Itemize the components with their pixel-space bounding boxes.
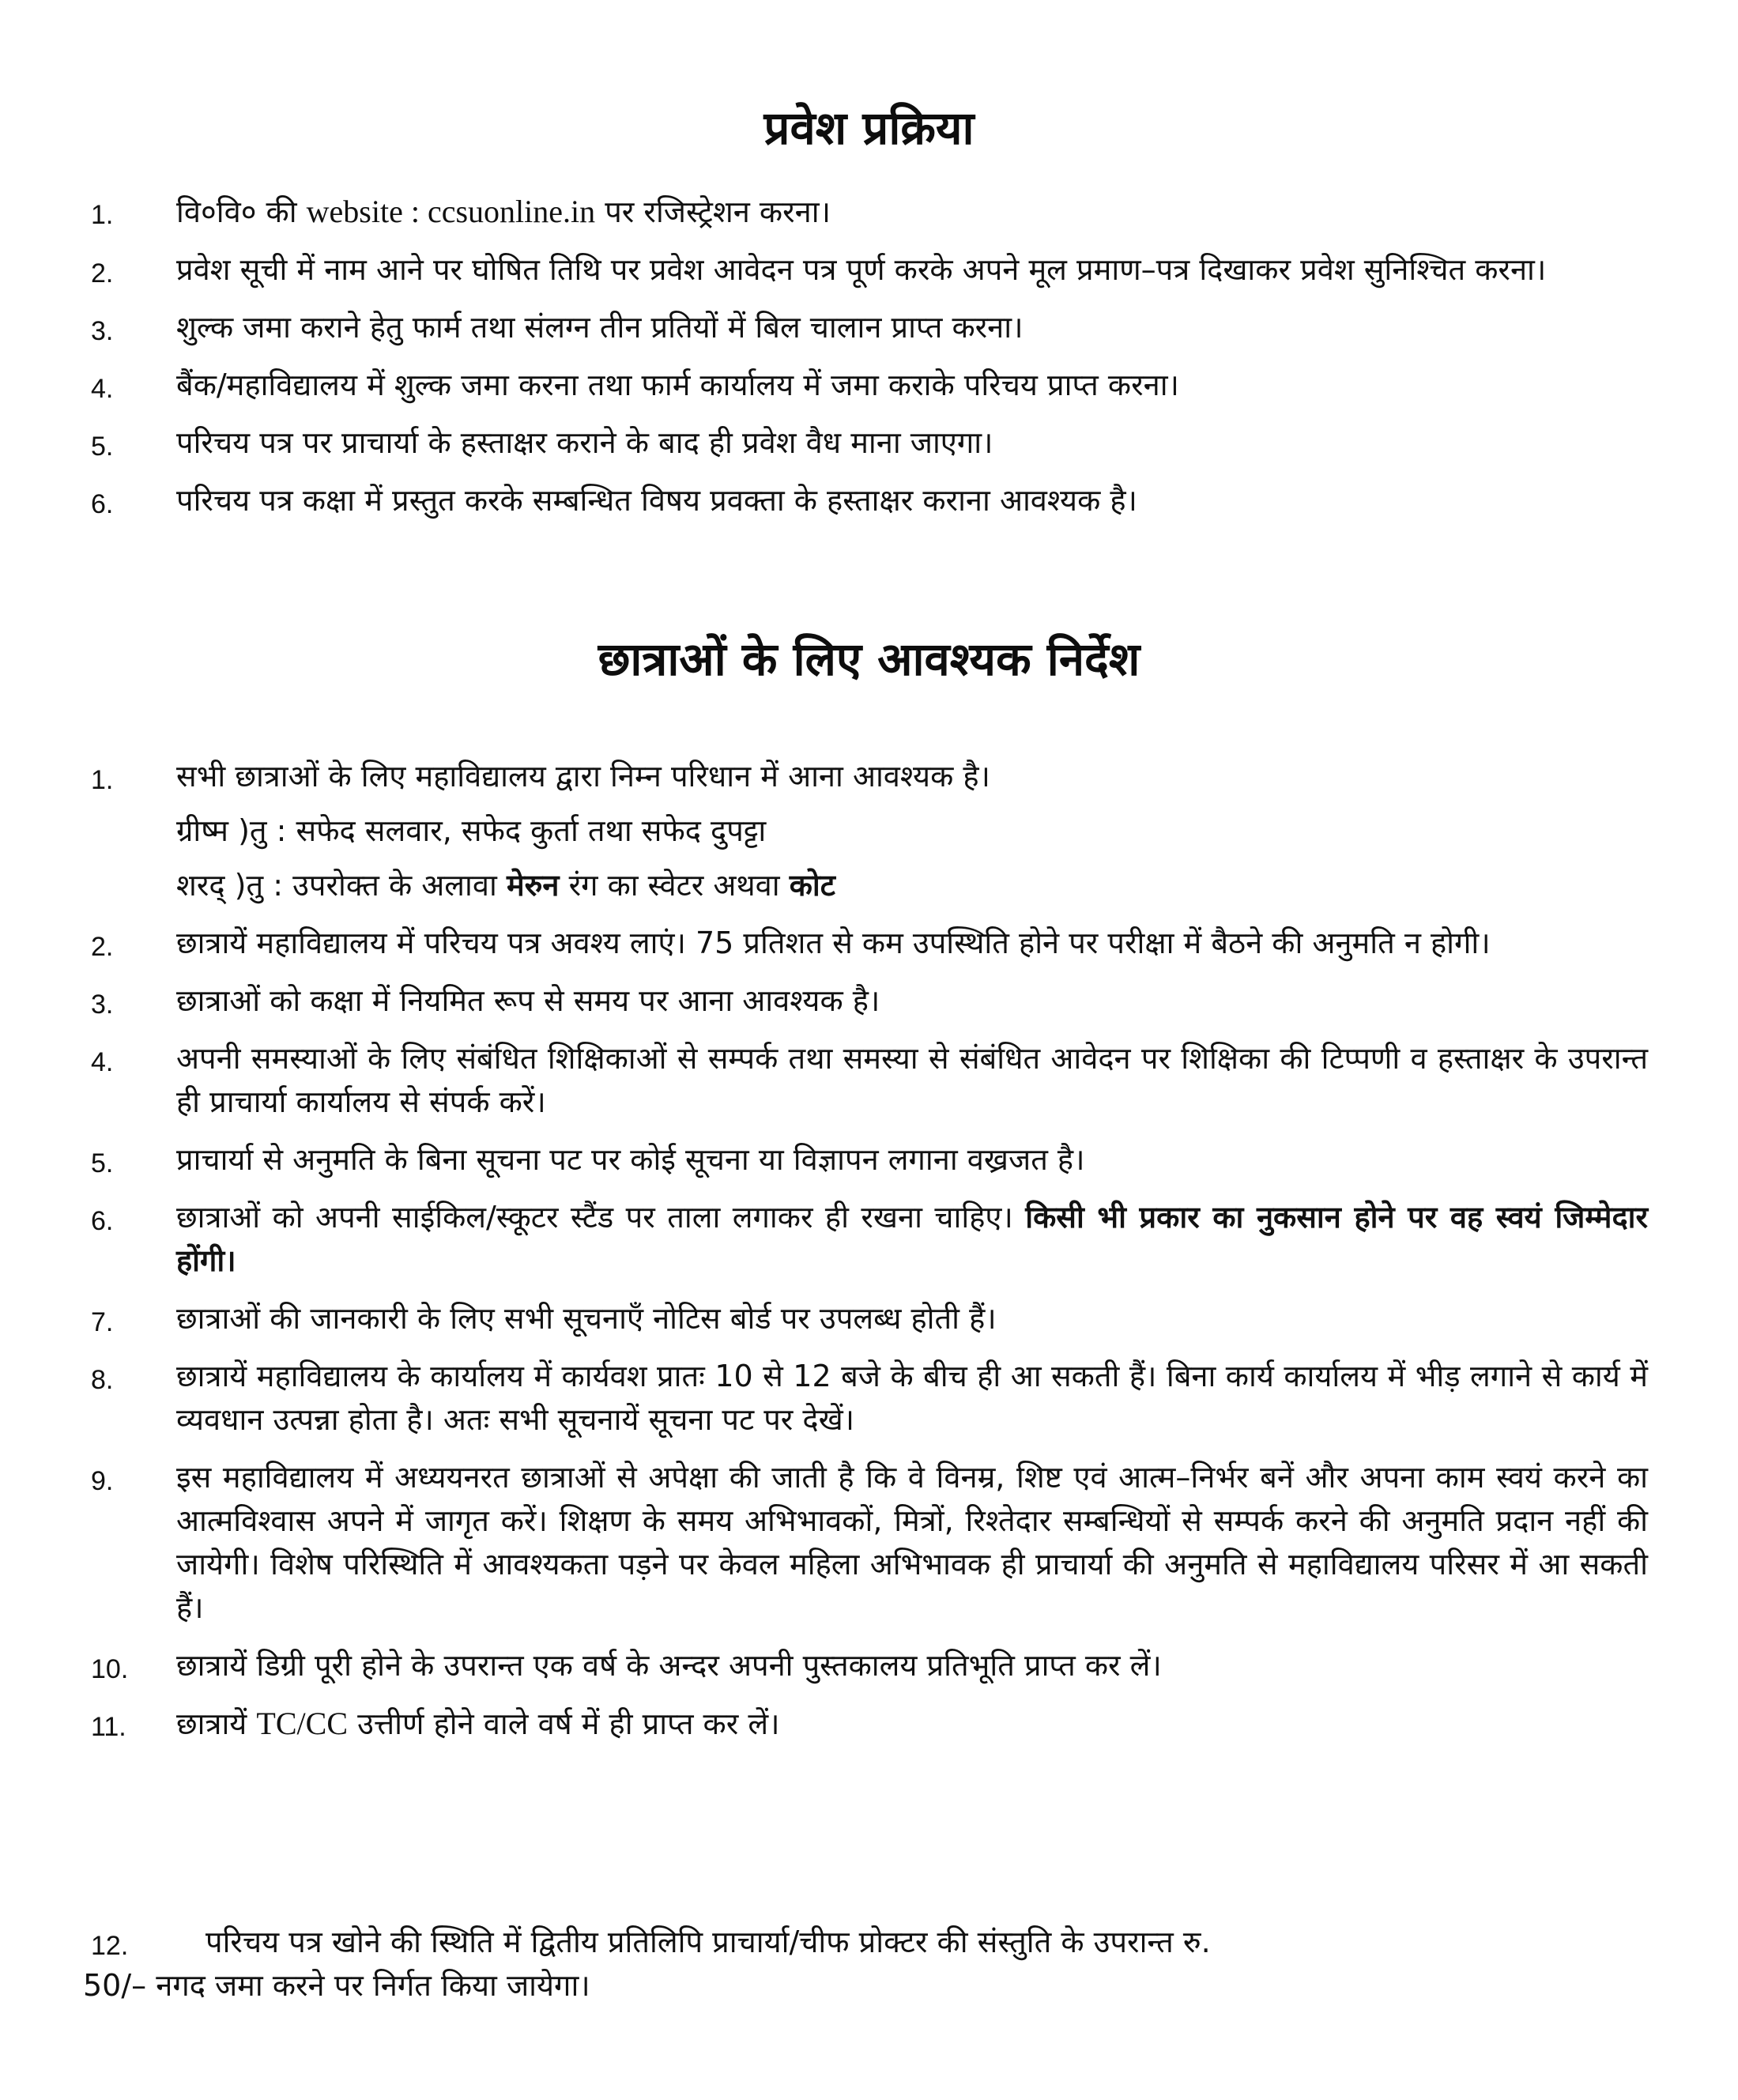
item-text: प्रवेश सूची में नाम आने पर घोषित तिथि पर प्रवेश आवेदन पत्र पूर्ण करके अपने मूल प्रमाण–पत्र दिखाकर प्रवेश सुनिश्चित करना। [176, 252, 1547, 287]
item-text: छात्रायें डिग्री पूरी होने के उपरान्त एक वर्ष के अन्दर अपनी पुस्तकालय प्रतिभूति प्राप्त कर लें। [176, 1648, 1162, 1683]
item-text-bold: किसी भी प्रकार का नुकसान होने पर वह स्वयं जिम्मेदार होंगी। [176, 1200, 1649, 1278]
item-number: 2. [91, 258, 114, 288]
item-number: 2. [91, 932, 114, 962]
list-item [83, 1037, 1648, 1124]
list-item [83, 306, 1648, 349]
item-number: 4. [91, 374, 114, 404]
dress-code-intro: सभी छात्राओं के लिए महाविद्यालय द्वारा निम्न परिधान में आना आवश्यक है। [176, 759, 990, 794]
item-text: शुल्क जमा कराने हेतु फार्म तथा संलग्न तीन प्रतियों में बिल चालान प्राप्त करना। [176, 310, 1024, 345]
item-number: 11. [91, 1712, 126, 1742]
item-text: परिचय पत्र पर प्राचार्या के हस्ताक्षर कराने के बाद ही प्रवेश वैध माना जाएगा। [176, 425, 993, 460]
item-number: 6. [91, 1206, 114, 1236]
item-text: अपनी समस्याओं के लिए संबंधित शिक्षिकाओं से सम्पर्क तथा समस्या से संबंधित आवेदन पर शिक्षिका की टिप्पणी व हस्ताक्षर के उपरान्त ही प्राचार्या कार्यालय से संपर्क करें। [176, 1041, 1648, 1119]
item-text: इस महाविद्यालय में अध्ययनरत छात्राओं से अपेक्षा की जाती है कि वे विनम्र, शिष्ट एवं आत्म–निर्भर बनें और अपना काम स्वयं करने का आत्मविश्वास अपने में जागृत करें। शिक्षण के समय अभिभावकों, मित्रों, रिश्तेदार सम्बन्धियों से सम्पर्क करने की अनुमति प्रदान नहीं की जायेगी। विशेष परिस्थिति में आवश्यकता पड़ने पर केवल महिला अभिभावक ही प्राचार्या की अनुमति से महाविद्यालय परिसर में आ सकती हैं। [176, 1460, 1648, 1625]
item-text: बैंक/महाविद्यालय में शुल्क जमा करना तथा फार्म कार्यालय में जमा कराके परिचय प्राप्त करना। [176, 368, 1179, 402]
item-number: 4. [91, 1047, 114, 1077]
list-item [83, 1456, 1648, 1630]
item-number: 7. [91, 1307, 114, 1337]
item-text-post: उत्तीर्ण होने वाले वर्ष में ही प्राप्त कर लें। [348, 1706, 780, 1741]
item-12-line1: परिचय पत्र खोने की स्थिति में द्वितीय प्रतिलिपि प्राचार्या/चीफ प्रोक्टर की संस्तुति के उपरान्त रु. [205, 1925, 1211, 1959]
list-item [83, 1138, 1648, 1182]
item-number: 1. [91, 765, 114, 795]
tc-cc-text: TC/CC [256, 1706, 349, 1741]
website-text: website : ccsuonline.in [306, 194, 596, 229]
item-12-line2: 50/– नगद जमा करने पर निर्गत किया जायेगा। [83, 1968, 590, 2003]
item-number: 8. [91, 1365, 114, 1395]
item-text-post: पर रजिस्ट्रेशन करना। [595, 194, 831, 229]
item-text-pre: वि०वि० की [176, 194, 307, 229]
item-text: छात्राओं को कक्षा में नियमित रूप से समय पर आना आवश्यक है। [176, 983, 880, 1018]
list-item [83, 1644, 1648, 1687]
list-item [83, 421, 1648, 465]
item-number: 3. [91, 316, 114, 346]
list-item [83, 1355, 1648, 1442]
list-item [83, 1702, 1648, 1746]
item-number: 9. [91, 1466, 114, 1496]
list-item [83, 248, 1648, 292]
item-text: परिचय पत्र कक्षा में प्रस्तुत करके सम्बन्धित विषय प्रवक्ता के हस्ताक्षर कराना आवश्यक है। [176, 483, 1137, 518]
list-item [83, 755, 1648, 907]
winter-dress-a: शरद् )तु : उपरोक्त के अलावा [176, 868, 507, 903]
item-text: छात्रायें महाविद्यालय के कार्यालय में कार्यवश प्रातः 10 से 12 बजे के बीच ही आ सकती हैं। बिना कार्य कार्यालय में भीड़ लगाने से कार्य में व्यवधान उत्पन्ना होता है। अतः सभी सूचनायें सूचना पट पर देखें। [176, 1359, 1648, 1437]
admission-steps-list [83, 190, 1648, 537]
list-item [83, 479, 1648, 522]
section-title-student-instructions: छात्राओं के लिए आवश्यक निर्देश [598, 632, 1140, 686]
section-title-admission-process: प्रवेश प्रक्रिया [763, 101, 975, 155]
winter-dress [176, 864, 1648, 907]
list-item [83, 1196, 1648, 1283]
item-number: 10. [91, 1654, 129, 1684]
item-text: छात्राओं को अपनी साईकिल/स्कूटर स्टैंड पर ताला लगाकर ही रखना चाहिए। [176, 1200, 1026, 1235]
item-number: 1. [91, 200, 114, 230]
item-number: 12. [91, 1931, 129, 1961]
item-number: 5. [91, 1148, 114, 1178]
item-number: 6. [91, 489, 114, 519]
list-item-12 [83, 1921, 1648, 2008]
list-item [83, 922, 1648, 965]
item-text: प्राचार्या से अनुमति के बिना सूचना पट पर कोई सूचना या विज्ञापन लगाना वख्रजत है। [176, 1142, 1085, 1177]
item-text: छात्रायें महाविद्यालय में परिचय पत्र अवश्य लाएं। 75 प्रतिशत से कम उपस्थिति होने पर परीक्षा में बैठने की अनुमति न होगी। [176, 926, 1491, 960]
item-text-pre: छात्रायें [176, 1706, 257, 1741]
winter-dress-coat: कोट [789, 868, 835, 903]
student-instructions-list [83, 755, 1648, 1760]
item-text: छात्राओं की जानकारी के लिए सभी सूचनाएँ नोटिस बोर्ड पर उपलब्ध होती हैं। [176, 1301, 997, 1336]
item-number: 5. [91, 432, 114, 462]
summer-dress: ग्रीष्म )तु : सफेद सलवार, सफेद कुर्ता तथा सफेद दुपट्टा [176, 813, 767, 848]
list-item [83, 979, 1648, 1023]
list-item [83, 190, 1648, 234]
winter-dress-maroon: मेरुन [506, 868, 560, 903]
item-number: 3. [91, 990, 114, 1020]
winter-dress-c: रंग का स्वेटर अथवा [559, 868, 790, 903]
list-item [83, 364, 1648, 407]
list-item [83, 1297, 1648, 1340]
